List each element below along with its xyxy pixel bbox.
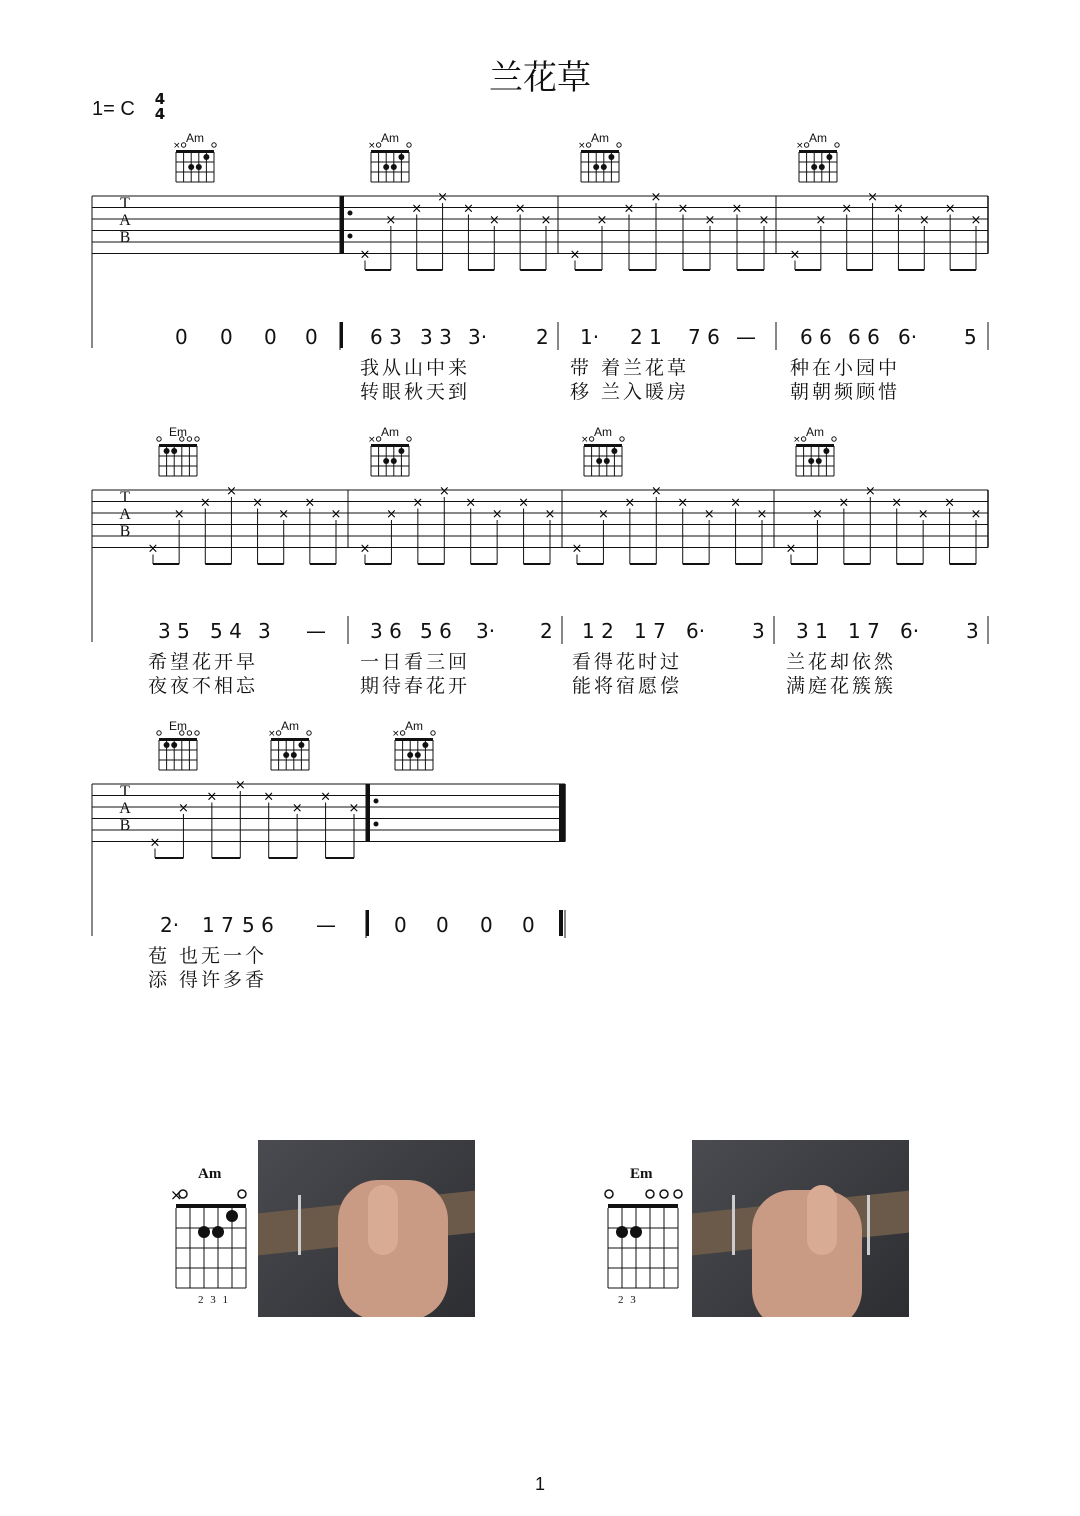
pick-mark: × <box>199 495 211 511</box>
pick-mark: × <box>811 507 823 522</box>
jianpu-note: 5 6 <box>420 619 452 643</box>
repeat-dot <box>374 799 379 804</box>
am-fretboard-icon <box>168 1160 258 1310</box>
final-bar <box>559 784 565 842</box>
svg-text:×: × <box>793 435 801 445</box>
am-chord-diagram <box>168 1160 258 1310</box>
pick-mark: × <box>917 507 929 522</box>
jianpu-note: — <box>316 913 336 937</box>
svg-text:×: × <box>368 435 376 445</box>
pick-mark: × <box>569 247 581 263</box>
pick-mark: × <box>970 213 982 228</box>
jianpu-note: 5 4 <box>210 619 242 643</box>
lyric-verse-2: 满庭花簇簇 <box>786 675 897 697</box>
em-fretboard-icon <box>600 1160 690 1310</box>
pick-mark: × <box>815 213 827 228</box>
svg-text:×: × <box>392 729 400 739</box>
repeat-dot <box>348 211 353 216</box>
lyric-verse-2: 转眼秋天到 <box>360 381 471 403</box>
tab-letter: B <box>119 523 131 540</box>
am-chord-box <box>581 425 624 476</box>
pick-mark: × <box>677 201 689 217</box>
jianpu-note: 3· <box>476 619 496 643</box>
lyric-verse-2: 朝朝频顾惜 <box>790 381 901 403</box>
pick-mark: × <box>206 789 218 805</box>
em-hand-photo <box>692 1140 909 1317</box>
svg-text:×: × <box>796 141 804 151</box>
tab-letter: A <box>119 800 131 817</box>
em-chord-name: Em <box>630 1166 653 1182</box>
lyric-verse-2: 添 得许多香 <box>148 969 268 991</box>
pick-mark: × <box>624 495 636 511</box>
jianpu-note: 2· <box>160 913 180 937</box>
repeat-bar <box>340 322 343 348</box>
repeat-bar <box>366 784 370 842</box>
jianpu-note: 6 3 <box>370 325 402 349</box>
pick-mark: × <box>304 495 316 511</box>
jianpu-note: 1 7 <box>848 619 880 643</box>
jianpu-note: 6· <box>686 619 706 643</box>
jianpu-note: 0 <box>522 913 535 937</box>
pick-mark: × <box>703 507 715 522</box>
pick-mark: × <box>704 213 716 228</box>
tab-staves <box>92 190 988 938</box>
pick-mark: × <box>596 213 608 228</box>
jianpu-note: — <box>306 619 326 643</box>
am-chord-name: Am <box>198 1166 222 1182</box>
repeat-dot <box>348 234 353 239</box>
pick-mark: × <box>758 213 770 228</box>
pick-mark: × <box>677 495 689 511</box>
tab-letter: B <box>119 229 131 246</box>
pick-mark: × <box>731 201 743 217</box>
pick-mark: × <box>488 213 500 228</box>
chord-name: Am <box>186 131 204 145</box>
lyric-verse-1: 兰花却依然 <box>786 651 897 673</box>
em-fingering: 2 3 <box>618 1294 638 1306</box>
chord-name: Am <box>591 131 609 145</box>
jianpu-note: 0 <box>264 325 277 349</box>
pick-mark: × <box>385 213 397 228</box>
chord-name: Am <box>381 425 399 439</box>
em-chord-box <box>157 425 199 476</box>
page-number: 1 <box>534 1474 545 1494</box>
chord-name: Am <box>809 131 827 145</box>
pick-mark: × <box>278 507 290 522</box>
svg-text:×: × <box>578 141 586 151</box>
lyric-verse-1: 我从山中来 <box>360 357 471 379</box>
repeat-dot <box>374 822 379 827</box>
time-sig-top: 4 <box>154 90 166 108</box>
em-chord-box <box>157 719 199 770</box>
jianpu-note: 3 <box>966 619 979 643</box>
jianpu-lines <box>148 322 979 991</box>
jianpu-note: 3 5 <box>158 619 190 643</box>
jianpu-note: 3 <box>258 619 271 643</box>
pick-mark: × <box>944 495 956 511</box>
pick-mark: × <box>491 507 503 522</box>
jianpu-note: 0 <box>220 325 233 349</box>
pick-mark: × <box>944 201 956 217</box>
chord-name: Am <box>594 425 612 439</box>
pick-mark: × <box>359 541 371 557</box>
jianpu-note: 6 6 <box>848 325 880 349</box>
chord-name: Em <box>169 425 187 439</box>
svg-text:×: × <box>170 1186 183 1204</box>
am-hand-photo <box>258 1140 475 1317</box>
lyric-verse-2: 期待春花开 <box>360 675 471 697</box>
pick-mark: × <box>650 190 662 205</box>
chord-name: Am <box>381 131 399 145</box>
jianpu-note: 3 3 <box>420 325 452 349</box>
pick-mark: × <box>730 495 742 511</box>
lyric-verse-1: 种在小园中 <box>790 357 901 379</box>
svg-text:×: × <box>268 729 276 739</box>
jianpu-note: 5 <box>964 325 977 349</box>
pick-mark: × <box>623 201 635 217</box>
jianpu-note: 2 <box>536 325 549 349</box>
pick-mark: × <box>437 190 449 205</box>
tab-letter: A <box>119 506 131 523</box>
pick-mark: × <box>789 247 801 263</box>
repeat-bar <box>366 910 369 936</box>
chord-name: Am <box>281 719 299 733</box>
pick-mark: × <box>918 213 930 228</box>
tab-letter: T <box>120 783 130 800</box>
am-chord-box <box>173 131 216 182</box>
jianpu-note: 0 <box>480 913 493 937</box>
chord-name: Em <box>169 719 187 733</box>
jianpu-note: 0 <box>436 913 449 937</box>
time-sig-bottom: 4 <box>154 105 166 123</box>
tab-letter: B <box>119 817 131 834</box>
pick-mark: × <box>540 213 552 228</box>
pick-mark: × <box>330 507 342 522</box>
am-chord-box <box>268 719 311 770</box>
tab-letter: A <box>119 212 131 229</box>
pick-mark: × <box>385 507 397 522</box>
pick-mark: × <box>147 541 159 557</box>
am-chord-box <box>796 131 839 182</box>
key-signature: 1= C <box>92 98 135 120</box>
pick-mark: × <box>841 201 853 217</box>
svg-text:×: × <box>368 141 376 151</box>
lyric-verse-2: 能将宿愿偿 <box>572 675 683 697</box>
pick-mark: × <box>514 201 526 217</box>
jianpu-note: 0 <box>394 913 407 937</box>
pick-mark: × <box>838 495 850 511</box>
pick-mark: × <box>263 789 275 805</box>
pick-mark: × <box>970 507 982 522</box>
pick-mark: × <box>177 801 189 816</box>
pick-mark: × <box>411 201 423 217</box>
lyric-verse-1: 苞 也无一个 <box>148 945 268 967</box>
am-chord-box <box>368 131 411 182</box>
jianpu-note: 3 6 <box>370 619 402 643</box>
pick-mark: × <box>412 495 424 511</box>
svg-text:×: × <box>173 141 181 151</box>
jianpu-note: 7 6 <box>688 325 720 349</box>
pick-mark: × <box>438 484 450 499</box>
pick-mark: × <box>571 541 583 557</box>
final-bar <box>559 910 563 936</box>
pick-mark: × <box>864 484 876 499</box>
lyric-verse-1: 带 着兰花草 <box>570 357 690 379</box>
pick-mark: × <box>785 541 797 557</box>
lyric-verse-1: 希望花开早 <box>148 651 259 673</box>
pick-mark: × <box>867 190 879 205</box>
jianpu-note: — <box>736 325 756 349</box>
pick-mark: × <box>225 484 237 499</box>
pick-mark: × <box>291 801 303 816</box>
pick-mark: × <box>348 801 360 816</box>
chord-name: Am <box>405 719 423 733</box>
pick-mark: × <box>518 495 530 511</box>
chord-name: Am <box>806 425 824 439</box>
pick-mark: × <box>544 507 556 522</box>
lyric-verse-1: 看得花时过 <box>572 651 683 673</box>
am-chord-box <box>368 425 411 476</box>
am-chord-box <box>392 719 435 770</box>
pick-mark: × <box>359 247 371 263</box>
pick-mark: × <box>234 778 246 793</box>
pick-mark: × <box>465 495 477 511</box>
tab-letter: T <box>120 489 130 506</box>
pick-mark: × <box>891 495 903 511</box>
repeat-bar <box>340 196 344 254</box>
jianpu-note: 1 7 <box>202 913 234 937</box>
am-fingering: 2 3 1 <box>198 1294 230 1306</box>
jianpu-note: 2 1 <box>630 325 662 349</box>
jianpu-note: 1 7 <box>634 619 666 643</box>
jianpu-note: 3 1 <box>796 619 828 643</box>
jianpu-note: 6 6 <box>800 325 832 349</box>
am-chord-box <box>793 425 836 476</box>
tab-letter: T <box>120 195 130 212</box>
lyric-verse-2: 移 兰入暖房 <box>570 381 690 403</box>
pick-mark: × <box>650 484 662 499</box>
am-chord-box <box>578 131 621 182</box>
song-title: 兰花草 <box>489 58 591 98</box>
pick-mark: × <box>462 201 474 217</box>
jianpu-note: 6· <box>898 325 918 349</box>
jianpu-note: 0 <box>175 325 188 349</box>
lyric-verse-1: 一日看三回 <box>360 651 471 673</box>
jianpu-note: 5 6 <box>242 913 274 937</box>
jianpu-note: 1· <box>580 325 600 349</box>
pick-mark: × <box>149 835 161 851</box>
jianpu-note: 3 <box>752 619 765 643</box>
jianpu-note: 0 <box>305 325 318 349</box>
jianpu-note: 3· <box>468 325 488 349</box>
jianpu-note: 2 <box>540 619 553 643</box>
em-chord-diagram <box>600 1160 690 1310</box>
pick-mark: × <box>173 507 185 522</box>
jianpu-note: 1 2 <box>582 619 614 643</box>
pick-mark: × <box>756 507 768 522</box>
pick-mark: × <box>892 201 904 217</box>
pick-mark: × <box>597 507 609 522</box>
jianpu-note: 6· <box>900 619 920 643</box>
lyric-verse-2: 夜夜不相忘 <box>148 675 259 697</box>
svg-text:×: × <box>581 435 589 445</box>
pick-mark: × <box>252 495 264 511</box>
pick-mark: × <box>320 789 332 805</box>
